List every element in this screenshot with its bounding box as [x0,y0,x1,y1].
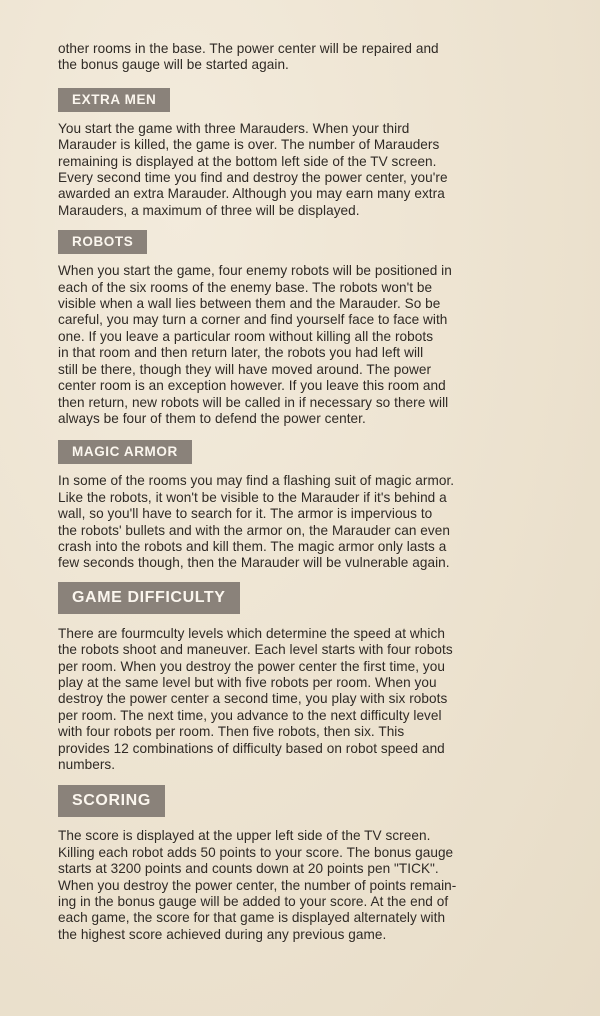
text-line: You start the game with three Marauders. When your third [58,120,410,136]
robots-paragraph [58,263,552,427]
section-heading-extra-men: EXTRA MEN [58,88,170,112]
intro-paragraph [58,41,552,74]
text-line: Marauder is killed, the game is over. The number of Marauders [58,137,440,153]
text-line: per room. The next time, you advance to the next difficulty level [58,707,442,723]
text-line: play at the same level but with five robots per room. When you [58,674,437,690]
text-line: wall, so you'll have to search for it. The armor is impervious to [58,506,433,522]
section-heading-robots: ROBOTS [58,230,147,254]
text-line: with four robots per room. Then five robots, then six. This [58,724,405,740]
text-line: numbers. [58,757,116,772]
text-line: In some of the rooms you may find a flashing suit of magic armor. [58,473,455,489]
text-line: the highest score achieved during any previous game. [58,926,387,942]
text-line: When you start the game, four enemy robots will be positioned in [58,263,452,279]
text-line: Every second time you find and destroy the power center, you're [58,170,448,186]
text-line: destroy the power center a second time, you play with six robots [58,691,448,707]
text-line: the robots shoot and maneuver. Each level starts with four robots [58,642,453,658]
text-line: one. If you leave a particular room without killing all the robots [58,328,434,344]
text-line: Marauders, a maximum of three will be displayed. [58,202,360,218]
text-line: the bonus gauge will be started again. [58,57,289,73]
text-line: The score is displayed at the upper left side of the TV screen. [58,828,431,844]
text-line: few seconds though, then the Marauder will be vulnerable again. [58,555,450,571]
scoring-paragraph [58,828,552,943]
text-line: other rooms in the base. The power center will be repaired and [58,41,439,56]
extra-men-paragraph [58,121,552,219]
text-line: starts at 3200 points and counts down at 20 points pen "TICK". [58,861,439,877]
text-line: still be there, though they will have moved around. The power [58,361,432,377]
game-difficulty-paragraph [58,626,552,774]
text-line: awarded an extra Marauder. Although you may earn many extra [58,186,445,202]
manual-page [58,41,552,943]
text-line: Killing each robot adds 50 points to your score. The bonus gauge [58,844,454,860]
text-line: each of the six rooms of the enemy base. The robots won't be [58,279,433,295]
text-line: always be four of them to defend the power center. [58,410,366,426]
text-line: crash into the robots and kill them. The magic armor only lasts a [58,538,447,554]
text-line: provides 12 combinations of difficulty based on robot speed and [58,740,445,756]
text-line: remaining is displayed at the bottom left side of the TV screen. [58,153,437,169]
text-line: per room. When you destroy the power center the first time, you [58,658,445,674]
section-heading-game-difficulty: GAME DIFFICULTY [58,582,240,614]
section-heading-scoring: SCORING [58,785,165,817]
text-line: ing in the bonus gauge will be added to your score. At the end of [58,894,449,910]
text-line: visible when a wall lies between them and the Marauder. So be [58,296,441,312]
magic-armor-paragraph [58,473,552,571]
text-line: each game, the score for that game is displayed alternately with [58,910,446,926]
text-line: There are fourmculty levels which determine the speed at which [58,625,445,641]
text-line: Like the robots, it won't be visible to the Marauder if it's behind a [58,489,447,505]
text-line: then return, new robots will be called in if necessary so there will [58,394,449,410]
text-line: careful, you may turn a corner and find yourself face to face with [58,312,448,328]
text-line: the robots' bullets and with the armor on, the Marauder can even [58,522,450,538]
text-line: When you destroy the power center, the number of points remain- [58,877,457,893]
section-heading-magic-armor: MAGIC ARMOR [58,440,192,464]
text-line: center room is an exception however. If you leave this room and [58,378,446,394]
text-line: in that room and then return later, the robots you had left will [58,345,424,361]
